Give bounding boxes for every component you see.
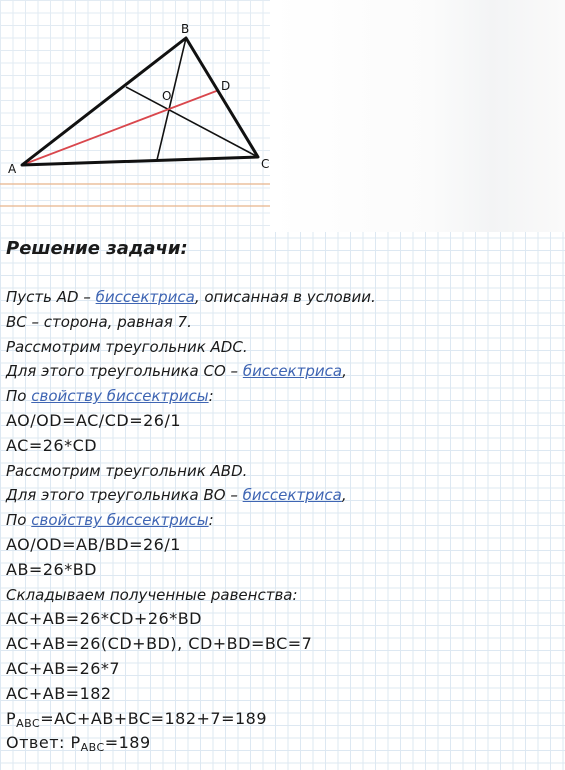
line-text: По bbox=[6, 387, 32, 406]
line-text: Складываем полученные равенства: bbox=[6, 585, 298, 604]
line-text: AC+AB=182 bbox=[6, 683, 112, 703]
label-vertex-a: A bbox=[8, 162, 17, 176]
line-text: Для этого треугольника BO – bbox=[6, 486, 243, 505]
solution-line bbox=[6, 409, 561, 434]
solution-line bbox=[6, 285, 561, 310]
line-text: =189 bbox=[104, 733, 151, 753]
solution-line bbox=[6, 359, 561, 384]
line-text: , bbox=[341, 486, 347, 505]
line-text: Пусть AD – bbox=[6, 288, 96, 306]
line-text: , bbox=[342, 362, 347, 381]
solution-line bbox=[6, 483, 561, 508]
subscript: ABC bbox=[80, 741, 105, 755]
line-text: AC=26*CD bbox=[6, 435, 98, 455]
subscript: ABC bbox=[16, 716, 41, 730]
solution-line bbox=[6, 657, 561, 682]
solution-line bbox=[6, 335, 561, 360]
label-point-d: D bbox=[221, 79, 231, 93]
line-text: : bbox=[208, 387, 214, 406]
line-text: AB=26*BD bbox=[6, 559, 97, 579]
solution-line bbox=[6, 384, 561, 409]
line-text: AC+AB=26*7 bbox=[6, 658, 121, 678]
solution-line bbox=[6, 731, 561, 756]
line-text: AC+AB=26*CD+26*BD bbox=[6, 609, 202, 629]
solution-heading: Решение задачи: bbox=[6, 238, 188, 259]
solution-line bbox=[6, 533, 561, 558]
line-text: : bbox=[208, 511, 214, 530]
triangle-diagram bbox=[0, 0, 270, 232]
label-vertex-b: B bbox=[181, 22, 190, 36]
line-text: Ответ: P bbox=[6, 733, 81, 753]
bisector-link[interactable]: биссектриса bbox=[95, 288, 195, 306]
solution-line bbox=[6, 310, 561, 335]
line-text: P bbox=[6, 708, 17, 728]
line-text: BC – сторона, равная 7. bbox=[6, 312, 192, 331]
solution-line bbox=[6, 632, 561, 657]
line-text: AO/OD=AC/CD=26/1 bbox=[6, 410, 182, 430]
solution-line bbox=[6, 434, 561, 459]
solution-text bbox=[6, 285, 561, 756]
solution-line bbox=[6, 508, 561, 533]
bisector-link[interactable]: биссектриса bbox=[242, 362, 343, 381]
bisector-link[interactable]: свойству биссектрисы bbox=[31, 511, 209, 530]
line-text: =AC+AB+BC=182+7=189 bbox=[40, 708, 268, 728]
bisector-link[interactable]: биссектриса bbox=[242, 486, 342, 505]
bisector-ad bbox=[22, 90, 219, 165]
solution-line bbox=[6, 558, 561, 583]
line-text: Рассмотрим треугольник ABD. bbox=[6, 461, 248, 480]
line-text: AC+AB=26(CD+BD), CD+BD=BC=7 bbox=[6, 634, 313, 654]
blank-panel bbox=[270, 0, 565, 232]
solution-line bbox=[6, 459, 561, 484]
solution-line bbox=[6, 583, 561, 608]
solution-line bbox=[6, 607, 561, 632]
line-text: По bbox=[6, 511, 32, 530]
line-text: , описанная в условии. bbox=[194, 288, 376, 306]
solution-line bbox=[6, 707, 561, 732]
solution-line bbox=[6, 682, 561, 707]
label-vertex-c: C bbox=[261, 157, 270, 171]
line-text: Рассмотрим треугольник ADC. bbox=[6, 337, 248, 356]
line-text: AO/OD=AB/BD=26/1 bbox=[6, 534, 181, 554]
line-text: Для этого треугольника CO – bbox=[6, 362, 243, 381]
label-point-o: O bbox=[162, 89, 172, 103]
bisector-link[interactable]: свойству биссектрисы bbox=[31, 387, 209, 406]
triangle-abc bbox=[22, 38, 258, 165]
